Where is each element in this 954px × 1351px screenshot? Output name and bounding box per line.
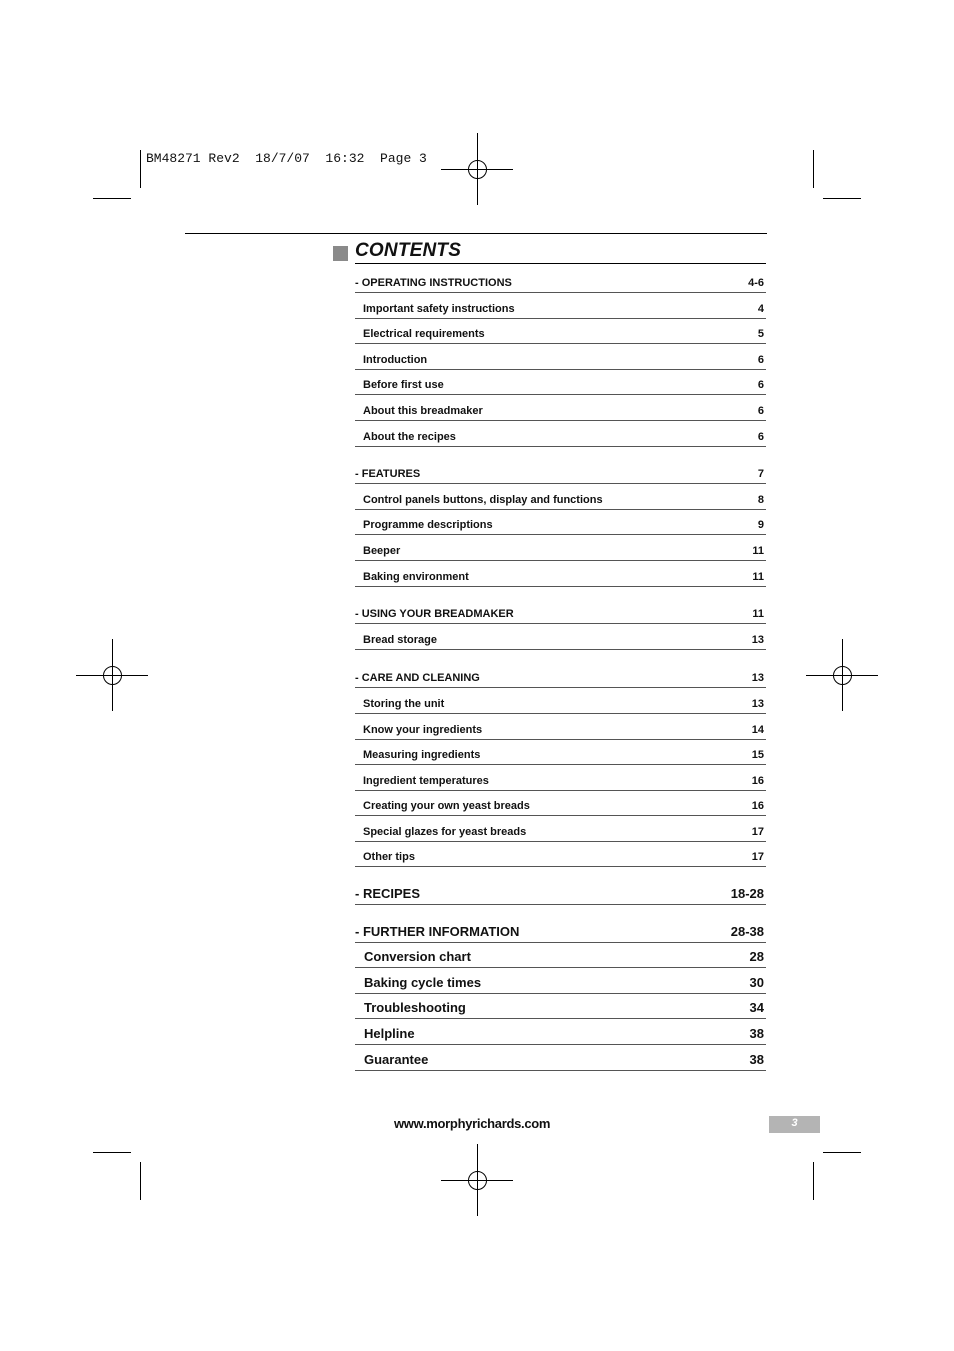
toc-page-number: 5 xyxy=(757,328,764,341)
toc-entry-label: Baking cycle times xyxy=(364,974,482,990)
toc-section xyxy=(355,663,766,868)
crop-mark xyxy=(93,198,131,199)
toc-section-heading[interactable] xyxy=(355,459,766,485)
toc-entry-label: About the recipes xyxy=(363,430,456,443)
toc-entry-label: Before first use xyxy=(363,379,444,392)
crop-mark xyxy=(813,150,814,188)
toc-page-number: 6 xyxy=(757,379,764,392)
toc-entry-label: Other tips xyxy=(363,851,415,864)
toc-page-number: 38 xyxy=(749,1026,764,1042)
toc-entry[interactable] xyxy=(355,740,766,766)
toc-page-number: 9 xyxy=(757,519,764,532)
toc-entry[interactable] xyxy=(355,943,766,969)
toc-entry-label: Beeper xyxy=(363,544,401,557)
toc-page-number: 15 xyxy=(751,749,764,762)
toc-entry-label: Special glazes for yeast breads xyxy=(363,825,527,838)
registration-mark-left xyxy=(94,657,130,693)
toc-heading-label: - USING YOUR BREADMAKER xyxy=(355,608,514,621)
toc-heading-label: - OPERATING INSTRUCTIONS xyxy=(355,277,512,289)
toc-entry[interactable] xyxy=(355,842,766,868)
title-marker xyxy=(333,246,348,261)
toc-entry[interactable] xyxy=(355,344,766,370)
toc-entry[interactable] xyxy=(355,293,766,319)
toc-entry[interactable] xyxy=(355,994,766,1020)
toc-page-number: 17 xyxy=(751,825,764,838)
toc-entry-label: Measuring ingredients xyxy=(363,749,481,762)
toc-entry-label: Conversion chart xyxy=(364,949,471,965)
toc-entry[interactable] xyxy=(355,484,766,510)
footer-url[interactable]: www.morphyrichards.com xyxy=(394,1116,551,1131)
toc-page-number: 11 xyxy=(752,570,764,583)
toc-entry-label: Baking environment xyxy=(363,570,469,583)
crop-mark xyxy=(93,1152,131,1153)
toc-section xyxy=(355,599,766,650)
toc-entry[interactable] xyxy=(355,688,766,714)
toc-page-number: 4-6 xyxy=(748,277,764,289)
toc-page-number: 14 xyxy=(751,723,764,736)
toc-section xyxy=(355,276,766,447)
toc-section xyxy=(355,917,766,1071)
toc-entry[interactable] xyxy=(355,714,766,740)
toc-entry[interactable] xyxy=(355,624,766,650)
registration-mark-right xyxy=(824,657,860,693)
toc-page-number: 28-38 xyxy=(730,923,764,939)
toc-entry-label: Helpline xyxy=(364,1026,415,1042)
toc-entry[interactable] xyxy=(355,968,766,994)
toc-heading-label: - FURTHER INFORMATION xyxy=(355,923,520,939)
toc-heading-label: - CARE AND CLEANING xyxy=(355,672,480,685)
crop-mark xyxy=(813,1162,814,1200)
toc-entry-label: Electrical requirements xyxy=(363,328,485,341)
toc-page-number: 13 xyxy=(751,633,764,646)
toc-page-number: 11 xyxy=(752,608,764,621)
toc-page-number: 28 xyxy=(749,949,764,965)
toc-page-number: 13 xyxy=(751,672,764,685)
toc-entry[interactable] xyxy=(355,1045,766,1071)
registration-mark-top xyxy=(459,151,495,187)
crop-mark xyxy=(140,150,141,188)
toc-entry-label: Control panels buttons, display and functions xyxy=(363,493,603,506)
toc-page-number: 6 xyxy=(757,353,764,366)
toc-entry-label: Guarantee xyxy=(364,1051,429,1067)
toc-page-number: 30 xyxy=(749,974,764,990)
toc-page-number: 17 xyxy=(751,851,764,864)
print-slug: BM48271 Rev2 18/7/07 16:32 Page 3 xyxy=(146,151,427,166)
toc-entry[interactable] xyxy=(355,791,766,817)
toc-page-number: 8 xyxy=(757,493,764,506)
toc-entry-label: Important safety instructions xyxy=(363,302,515,315)
toc-section-heading[interactable] xyxy=(355,599,766,625)
toc-section-heading[interactable] xyxy=(355,663,766,689)
toc-entry[interactable] xyxy=(355,421,766,447)
toc-page-number: 11 xyxy=(752,544,764,557)
toc-entry[interactable] xyxy=(355,816,766,842)
crop-mark xyxy=(823,1152,861,1153)
toc-section xyxy=(355,879,766,905)
toc-entry[interactable] xyxy=(355,561,766,587)
toc-entry-label: Programme descriptions xyxy=(363,519,493,532)
toc-entry-label: Know your ingredients xyxy=(363,723,483,736)
toc-page-number: 16 xyxy=(751,800,764,813)
toc-entry[interactable] xyxy=(355,535,766,561)
header-rule xyxy=(185,233,767,234)
toc-entry-label: Storing the unit xyxy=(363,697,445,710)
toc-section-heading[interactable] xyxy=(355,276,766,293)
toc-page-number: 38 xyxy=(749,1051,764,1067)
toc-entry-label: Ingredient temperatures xyxy=(363,774,489,787)
toc-page-number: 34 xyxy=(749,1000,764,1016)
crop-mark xyxy=(140,1162,141,1200)
toc-page-number: 7 xyxy=(757,468,764,481)
toc-entry-label: Introduction xyxy=(363,353,428,366)
toc-section-heading[interactable] xyxy=(355,879,766,905)
toc-entry-label: About this breadmaker xyxy=(363,404,483,417)
toc-entry-label: Creating your own yeast breads xyxy=(363,800,530,813)
registration-mark-bottom xyxy=(459,1162,495,1198)
toc-section xyxy=(355,459,766,587)
toc-entry[interactable] xyxy=(355,1019,766,1045)
toc-section-heading[interactable] xyxy=(355,917,766,943)
toc-page-number: 18-28 xyxy=(730,886,764,902)
toc-entry[interactable] xyxy=(355,510,766,536)
toc-page-number: 13 xyxy=(751,697,764,710)
page-title: CONTENTS xyxy=(355,240,462,261)
toc-entry[interactable] xyxy=(355,395,766,421)
toc-entry[interactable] xyxy=(355,765,766,791)
page-number: 3 xyxy=(791,1117,798,1129)
toc-heading-label: - RECIPES xyxy=(355,886,421,902)
crop-mark xyxy=(823,198,861,199)
toc-entry[interactable] xyxy=(355,319,766,345)
toc-entry[interactable] xyxy=(355,370,766,396)
toc-page-number: 4 xyxy=(757,302,764,315)
toc-entry-label: Bread storage xyxy=(363,633,437,646)
toc-page-number: 16 xyxy=(751,774,764,787)
toc-page-number: 6 xyxy=(757,404,764,417)
page-number-badge xyxy=(769,1116,820,1133)
toc-entry-label: Troubleshooting xyxy=(364,1000,466,1016)
toc-page-number: 6 xyxy=(757,430,764,443)
toc-heading-label: - FEATURES xyxy=(355,468,421,481)
table-of-contents xyxy=(355,264,766,1071)
